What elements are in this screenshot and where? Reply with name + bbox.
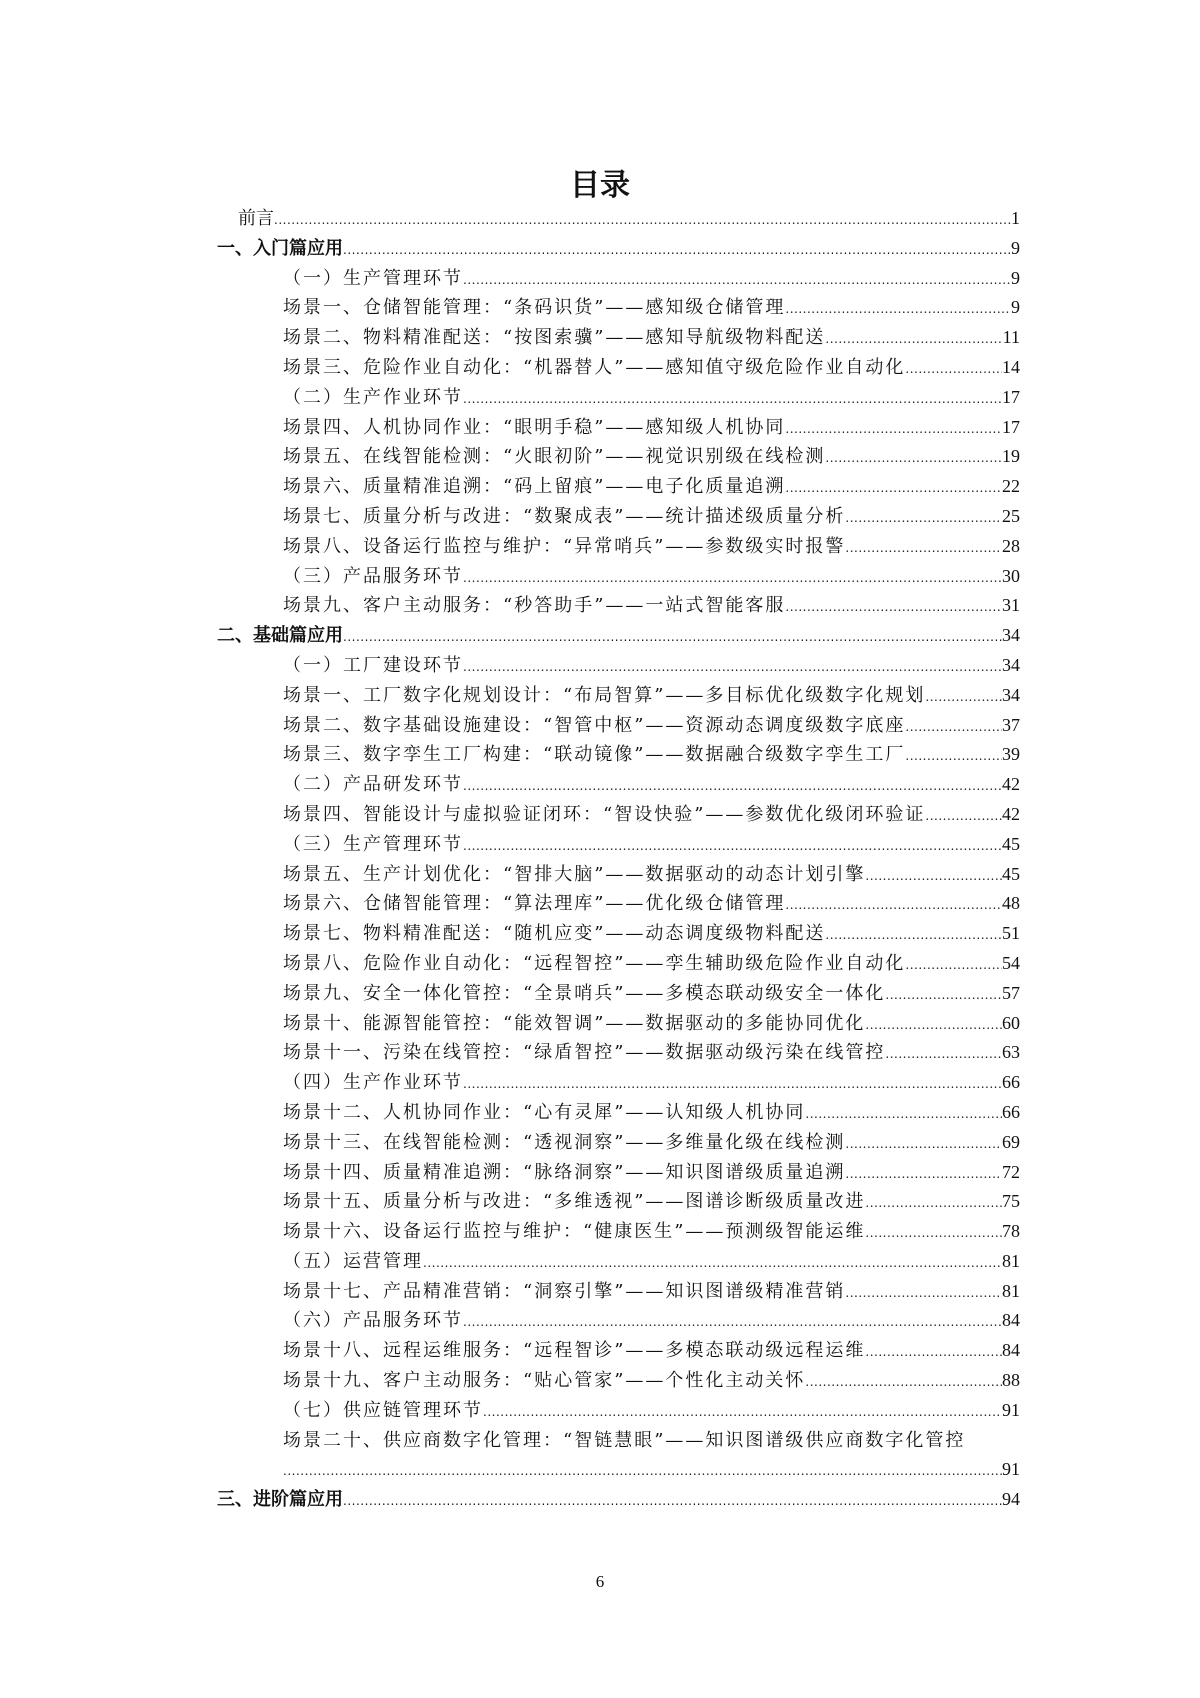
toc-entry-page: 34 bbox=[1002, 684, 1020, 705]
toc-entry[interactable] bbox=[217, 1366, 1020, 1396]
toc-entry[interactable] bbox=[217, 1098, 1020, 1128]
toc-entry-page: 11 bbox=[1002, 327, 1020, 348]
dot-leader bbox=[805, 1100, 1002, 1130]
toc-entry-title: 场景十五、质量分析与改进：“多维透视”——图谱诊断级质量改进 bbox=[283, 1191, 866, 1213]
toc-entry[interactable] bbox=[217, 472, 1020, 502]
toc-entry-page: 60 bbox=[1002, 1012, 1020, 1033]
toc-entry-title: 场景三、数字孪生工厂构建：“联动镜像”——数据融合级数字孪生工厂 bbox=[283, 744, 906, 766]
dot-leader bbox=[274, 206, 1011, 236]
dot-leader bbox=[865, 862, 1002, 892]
table-of-contents bbox=[217, 204, 1020, 1515]
toc-entry[interactable] bbox=[217, 1038, 1020, 1068]
toc-entry-title: 场景一、仓储智能管理：“条码识货”——感知级仓储管理 bbox=[283, 297, 786, 319]
toc-entry-title: 场景四、人机协同作业：“眼明手稳”——感知级人机协同 bbox=[283, 416, 786, 438]
toc-entry[interactable] bbox=[217, 740, 1020, 770]
toc-entry[interactable] bbox=[217, 383, 1020, 413]
toc-entry[interactable] bbox=[217, 949, 1020, 979]
toc-entry-page: 45 bbox=[1002, 863, 1020, 884]
dot-leader bbox=[845, 504, 1002, 534]
toc-entry-page: 81 bbox=[1002, 1250, 1020, 1271]
toc-entry[interactable] bbox=[217, 651, 1020, 681]
toc-entry[interactable] bbox=[217, 860, 1020, 890]
toc-entry[interactable] bbox=[217, 919, 1020, 949]
dot-leader bbox=[463, 385, 1002, 415]
toc-entry-page: 17 bbox=[1002, 416, 1020, 437]
toc-entry[interactable] bbox=[217, 1426, 1020, 1456]
toc-entry[interactable] bbox=[217, 353, 1020, 383]
toc-entry-title: （六）产品服务环节 bbox=[283, 1310, 463, 1332]
toc-entry-page: 1 bbox=[1011, 208, 1020, 228]
toc-entry-title: 场景六、质量精准追溯：“码上留痕”——电子化质量追溯 bbox=[283, 476, 786, 498]
toc-entry-page: 57 bbox=[1002, 982, 1020, 1003]
toc-entry[interactable] bbox=[217, 1158, 1020, 1188]
toc-entry[interactable] bbox=[217, 293, 1020, 323]
toc-entry[interactable] bbox=[217, 681, 1020, 711]
toc-entry-page: 69 bbox=[1002, 1131, 1020, 1152]
toc-entry-page: 17 bbox=[1002, 386, 1020, 407]
toc-entry-page: 34 bbox=[1002, 625, 1020, 646]
toc-entry[interactable] bbox=[217, 889, 1020, 919]
toc-entry-page: 91 bbox=[1002, 1459, 1020, 1480]
toc-entry-page: 22 bbox=[1002, 476, 1020, 497]
dot-leader bbox=[845, 1160, 1002, 1190]
toc-entry-title: 场景二、数字基础设施建设：“智管中枢”——资源动态调度级数字底座 bbox=[283, 714, 906, 736]
dot-leader bbox=[865, 1338, 1002, 1368]
dot-leader bbox=[463, 564, 1002, 594]
toc-entry[interactable] bbox=[217, 413, 1020, 443]
page-number: 6 bbox=[595, 1572, 605, 1591]
dot-leader bbox=[463, 772, 1002, 802]
dot-leader bbox=[785, 891, 1002, 921]
dot-leader bbox=[905, 355, 1002, 385]
toc-entry[interactable] bbox=[217, 591, 1020, 621]
dot-leader bbox=[925, 683, 1002, 713]
toc-entry-title: 场景十九、客户主动服务：“贴心管家”——个性化主动关怀 bbox=[283, 1370, 806, 1392]
toc-entry[interactable] bbox=[217, 621, 1020, 651]
toc-entry-page: 30 bbox=[1002, 565, 1020, 586]
toc-entry-page: 75 bbox=[1002, 1191, 1020, 1212]
toc-entry-page: 66 bbox=[1002, 1101, 1020, 1122]
toc-entry[interactable] bbox=[217, 1128, 1020, 1158]
toc-entry[interactable] bbox=[217, 1187, 1020, 1217]
toc-entry-page: 91 bbox=[1002, 1399, 1020, 1420]
dot-leader bbox=[343, 1487, 1002, 1517]
toc-entry-page: 9 bbox=[1011, 237, 1020, 258]
toc-entry[interactable] bbox=[217, 770, 1020, 800]
dot-leader bbox=[805, 1368, 1002, 1398]
toc-entry-title: （二）产品研发环节 bbox=[283, 774, 463, 796]
toc-entry-title: 场景十一、污染在线管控：“绿盾智控”——数据驱动级污染在线管控 bbox=[283, 1042, 886, 1064]
page-title: 目录 bbox=[570, 168, 630, 203]
dot-leader bbox=[905, 742, 1002, 772]
toc-entry-title: （一）生产管理环节 bbox=[283, 267, 463, 289]
toc-entry-page: 39 bbox=[1002, 744, 1020, 765]
toc-entry-title: （四）生产作业环节 bbox=[283, 1072, 463, 1094]
toc-entry-page: 9 bbox=[1011, 267, 1020, 288]
toc-entry-title: 场景八、危险作业自动化：“远程智控”——孪生辅助级危险作业自动化 bbox=[283, 952, 906, 974]
toc-entry[interactable] bbox=[217, 562, 1020, 592]
toc-entry[interactable] bbox=[217, 830, 1020, 860]
toc-entry-page: 54 bbox=[1002, 952, 1020, 973]
dot-leader bbox=[785, 415, 1002, 445]
dot-leader bbox=[865, 1219, 1002, 1249]
toc-entry-title: （二）生产作业环节 bbox=[283, 386, 463, 408]
toc-entry[interactable] bbox=[217, 502, 1020, 532]
dot-leader bbox=[463, 653, 1002, 683]
toc-entry-title: 场景五、生产计划优化：“智排大脑”——数据驱动的动态计划引擎 bbox=[283, 863, 866, 885]
toc-entry-page: 9 bbox=[1011, 297, 1020, 318]
toc-entry[interactable] bbox=[217, 1336, 1020, 1366]
toc-entry-title: 场景二、物料精准配送：“按图索骥”——感知导航级物料配送 bbox=[283, 327, 826, 349]
toc-entry-page: 25 bbox=[1002, 505, 1020, 526]
toc-entry[interactable] bbox=[217, 1306, 1020, 1336]
dot-leader bbox=[845, 1279, 1002, 1309]
toc-entry-title: 场景三、危险作业自动化：“机器替人”——感知值守级危险作业自动化 bbox=[283, 356, 906, 378]
toc-entry-title: 场景十四、质量精准追溯：“脉络洞察”——知识图谱级质量追溯 bbox=[283, 1161, 846, 1183]
toc-entry[interactable] bbox=[217, 711, 1020, 741]
toc-entry-title: 场景十八、远程运维服务：“远程智诊”——多模态联动级远程运维 bbox=[283, 1340, 866, 1362]
toc-entry[interactable] bbox=[217, 1068, 1020, 1098]
toc-entry-page: 84 bbox=[1002, 1310, 1020, 1331]
toc-entry-title: 场景九、客户主动服务：“秒答助手”——一站式智能客服 bbox=[283, 595, 786, 617]
dot-leader bbox=[925, 802, 1002, 832]
toc-entry[interactable] bbox=[217, 800, 1020, 830]
dot-leader bbox=[463, 1070, 1002, 1100]
toc-entry-title: 场景四、智能设计与虚拟验证闭环：“智设快验”——参数优化级闭环验证 bbox=[283, 803, 926, 825]
toc-entry-page: 51 bbox=[1002, 923, 1020, 944]
toc-entry[interactable] bbox=[217, 1396, 1020, 1426]
toc-entry-title: 场景五、在线智能检测：“火眼初阶”——视觉识别级在线检测 bbox=[283, 446, 826, 468]
toc-entry-page: 14 bbox=[1002, 356, 1020, 377]
toc-entry-page: 31 bbox=[1002, 595, 1020, 616]
dot-leader bbox=[343, 623, 1002, 653]
toc-entry-title: 场景七、物料精准配送：“随机应变”——动态调度级物料配送 bbox=[283, 923, 826, 945]
dot-leader bbox=[905, 951, 1002, 981]
toc-entry-title: 场景十七、产品精准营销：“洞察引擎”——知识图谱级精准营销 bbox=[283, 1280, 846, 1302]
toc-entry-title: （一）工厂建设环节 bbox=[283, 654, 463, 676]
toc-entry-page: 42 bbox=[1002, 774, 1020, 795]
dot-leader bbox=[283, 1457, 1002, 1487]
dot-leader bbox=[785, 474, 1002, 504]
toc-entry-page: 63 bbox=[1002, 1042, 1020, 1063]
toc-entry[interactable] bbox=[217, 264, 1020, 294]
toc-entry-page: 94 bbox=[1002, 1489, 1020, 1510]
toc-entry-title: 场景九、安全一体化管控：“全景哨兵”——多模态联动级安全一体化 bbox=[283, 982, 886, 1004]
toc-entry-page: 88 bbox=[1002, 1370, 1020, 1391]
dot-leader bbox=[865, 1011, 1002, 1041]
toc-entry[interactable] bbox=[217, 204, 1020, 234]
toc-entry-page: 66 bbox=[1002, 1072, 1020, 1093]
dot-leader bbox=[785, 593, 1002, 623]
dot-leader bbox=[825, 444, 1002, 474]
toc-entry[interactable] bbox=[217, 1455, 1020, 1485]
toc-entry-title: （三）产品服务环节 bbox=[283, 565, 463, 587]
toc-entry-title: 前言 bbox=[238, 208, 274, 229]
dot-leader bbox=[885, 1040, 1002, 1070]
dot-leader bbox=[885, 981, 1002, 1011]
toc-entry-page: 42 bbox=[1002, 803, 1020, 824]
toc-entry-title: 场景七、质量分析与改进：“数聚成表”——统计描述级质量分析 bbox=[283, 505, 846, 527]
toc-entry-page: 34 bbox=[1002, 654, 1020, 675]
toc-entry[interactable] bbox=[217, 1247, 1020, 1277]
dot-leader bbox=[343, 236, 1011, 266]
toc-entry-page: 19 bbox=[1002, 446, 1020, 467]
toc-entry-page: 72 bbox=[1002, 1161, 1020, 1182]
toc-entry[interactable] bbox=[217, 234, 1020, 264]
toc-entry-title: 场景十三、在线智能检测：“透视洞察”——多维量化级在线检测 bbox=[283, 1131, 846, 1153]
toc-entry[interactable] bbox=[217, 1277, 1020, 1307]
toc-entry-title: 场景十、能源智能管控：“能效智调”——数据驱动的多能协同优化 bbox=[283, 1012, 866, 1034]
toc-entry-page: 84 bbox=[1002, 1340, 1020, 1361]
toc-entry-page: 28 bbox=[1002, 535, 1020, 556]
toc-entry-title: 一、入门篇应用 bbox=[217, 237, 343, 259]
toc-entry[interactable] bbox=[217, 442, 1020, 472]
dot-leader bbox=[423, 1249, 1002, 1279]
dot-leader bbox=[463, 1308, 1002, 1338]
dot-leader bbox=[785, 295, 1011, 325]
toc-entry-page: 37 bbox=[1002, 714, 1020, 735]
toc-entry-title: （七）供应链管理环节 bbox=[283, 1399, 483, 1421]
dot-leader bbox=[463, 266, 1011, 296]
toc-entry[interactable] bbox=[217, 532, 1020, 562]
dot-leader bbox=[865, 1189, 1002, 1219]
toc-entry-title: （五）运营管理 bbox=[283, 1250, 423, 1272]
toc-entry-title: 三、进阶篇应用 bbox=[217, 1489, 343, 1511]
toc-entry-page: 81 bbox=[1002, 1280, 1020, 1301]
toc-entry[interactable] bbox=[217, 1485, 1020, 1515]
dot-leader bbox=[825, 325, 1002, 355]
toc-entry-page: 78 bbox=[1002, 1221, 1020, 1242]
dot-leader bbox=[905, 713, 1002, 743]
dot-leader bbox=[825, 921, 1002, 951]
dot-leader bbox=[845, 1130, 1002, 1160]
toc-entry-title: 二、基础篇应用 bbox=[217, 625, 343, 647]
toc-entry-title: 场景八、设备运行监控与维护：“异常哨兵”——参数级实时报警 bbox=[283, 535, 846, 557]
toc-entry-title: 场景六、仓储智能管理：“算法理库”——优化级仓储管理 bbox=[283, 893, 786, 915]
dot-leader bbox=[483, 1398, 1002, 1428]
toc-entry[interactable] bbox=[217, 1217, 1020, 1247]
toc-entry-title: （三）生产管理环节 bbox=[283, 833, 463, 855]
toc-entry[interactable] bbox=[217, 1009, 1020, 1039]
toc-entry-title: 场景二十、供应商数字化管理：“智链慧眼”——知识图谱级供应商数字化管控 bbox=[283, 1429, 966, 1451]
toc-entry-page: 45 bbox=[1002, 833, 1020, 854]
toc-entry[interactable] bbox=[217, 979, 1020, 1009]
dot-leader bbox=[463, 832, 1002, 862]
dot-leader bbox=[845, 534, 1002, 564]
toc-entry-title: 场景十二、人机协同作业：“心有灵犀”——认知级人机协同 bbox=[283, 1101, 806, 1123]
toc-entry[interactable] bbox=[217, 323, 1020, 353]
toc-entry-title: 场景一、工厂数字化规划设计：“布局智算”——多目标优化级数字化规划 bbox=[283, 684, 926, 706]
toc-entry-title: 场景十六、设备运行监控与维护：“健康医生”——预测级智能运维 bbox=[283, 1221, 866, 1243]
toc-entry-page: 48 bbox=[1002, 893, 1020, 914]
